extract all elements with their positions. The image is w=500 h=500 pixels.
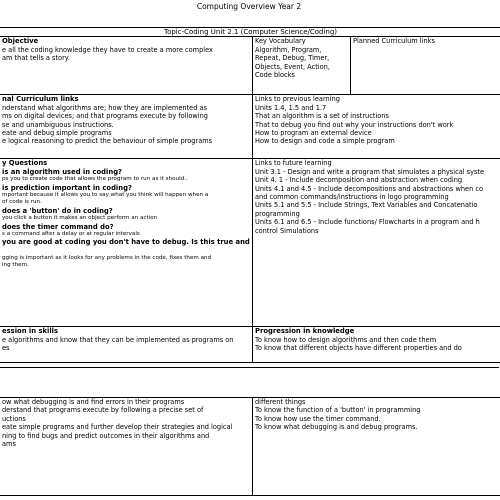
question: is prediction important in coding? (2, 183, 132, 192)
answer: of code is run. (2, 199, 42, 206)
progression-skills-line: e algorithms and know that they can be implemented as programs on (2, 335, 234, 344)
document-title: Computing Overview Year 2 (196, 2, 302, 11)
continued-skills-line: derstand that programs execute by following a precise set of (2, 406, 204, 415)
question: you are good at coding you don't have to debug. Is this true and (2, 238, 250, 247)
objective-line: e all the coding knowledge they have to create a more complex (2, 45, 213, 54)
national-curriculum-line: e logical reasoning to predict the behaviour of simple programs (2, 137, 213, 146)
vocabulary-heading: Key Vocabulary (255, 37, 306, 46)
objective-cell (0, 37, 253, 95)
national-curriculum-line: ms on digital devices; and that programs execute by following (2, 112, 208, 121)
key-questions-heading: y Questions (2, 159, 48, 168)
future-learning-line: Units 6.1 and 6.5 - Include functions/ Flowcharts in a program and h (255, 218, 480, 227)
continued-knowledge-line: different things (255, 398, 306, 406)
previous-learning-line: That an algorithm is a set of instructions (255, 112, 389, 121)
continued-knowledge-line: To know how use the timer command. (255, 414, 381, 423)
previous-learning-line: Units 1.4, 1.5 and 1.7 (255, 103, 327, 112)
previous-learning-line: That to debug you find out why your instructions don't work (255, 120, 454, 129)
objective-heading: Objective (2, 37, 39, 46)
continued-skills-line: ams (2, 440, 16, 449)
answer: mportant because it allows you to say what you think will happen when a (2, 192, 209, 199)
future-learning-heading: Links to future learning (255, 159, 332, 168)
answer: ing them. (2, 262, 29, 269)
progression-skills-heading: ession in skills (2, 327, 59, 336)
progression-skills-line: es (2, 344, 10, 353)
vocabulary-line: Objects, Event, Action, (255, 62, 330, 71)
national-curriculum-line: eate and debug simple programs (2, 129, 112, 138)
national-curriculum-heading: nal Curriculum links (2, 95, 79, 104)
continued-knowledge-cell (253, 398, 500, 496)
future-learning-cell (253, 159, 500, 327)
future-learning-line: control Simulations (255, 226, 319, 235)
key-questions-cell (0, 159, 253, 327)
page-break-line (0, 367, 499, 368)
continued-skills-cell (0, 398, 253, 496)
previous-learning-cell (253, 95, 500, 159)
future-learning-line: programming (255, 209, 300, 218)
previous-learning-line: How to design and code a simple program (255, 137, 395, 146)
objective-line: am that tells a story. (2, 54, 70, 63)
progression-knowledge-line: To know that different objects have different properties and do (255, 344, 462, 353)
continued-skills-line: ow what debugging is and find errors in their programs (2, 398, 185, 406)
answer: s a command after a delay or at regular intervals (2, 231, 140, 238)
topic-header: Topic-Coding Unit 2.1 (Computer Science/Coding) (0, 28, 500, 37)
previous-learning-heading: Links to previous learning (255, 95, 340, 104)
progression-knowledge-line: To know how to design algorithms and then code them (255, 335, 437, 344)
continued-knowledge-line: To know what debugging is and debug programs. (255, 423, 418, 432)
future-learning-line: Units 5.1 and 5.5 - Include Strings, Text Variables and Concatenatio (255, 201, 478, 210)
previous-learning-line: How to program an external device (255, 129, 372, 138)
question: does the timer command do? (2, 222, 114, 231)
future-learning-line: and common commands/instructions in logo programming (255, 193, 449, 202)
vocabulary-line: Repeat, Debug, Timer, (255, 54, 330, 63)
future-learning-line: Units 4.1 and 4.5 - Include decompositions and abstractions when co (255, 184, 484, 193)
progression-skills-cell (0, 327, 253, 363)
future-learning-line: Unit 4. 1 - Include decomposition and abstraction when coding (255, 176, 463, 185)
answer: gging is important as it looks for any problems in the code, fixes them and (2, 254, 212, 261)
question: does a 'button' do in coding? (2, 206, 113, 215)
vocabulary-cell (253, 37, 351, 95)
continued-table (0, 397, 500, 496)
vocabulary-line: Code blocks (255, 71, 295, 80)
continued-skills-line: ning to find bugs and predict outcomes in their algorithms and (2, 431, 210, 440)
vocabulary-line: Algorithm, Program, (255, 45, 322, 54)
national-curriculum-line: se and unambiguous instructions. (2, 120, 114, 129)
planned-links-heading: Planned Curriculum links (353, 37, 435, 46)
planned-links-cell (351, 37, 500, 95)
progression-knowledge-cell (253, 327, 500, 363)
national-curriculum-cell (0, 95, 253, 159)
progression-knowledge-heading: Progression in knowledge (255, 327, 355, 336)
answer: ps you to create code that allows the program to run as it should.. (2, 176, 188, 183)
continued-skills-line: eate simple programs and further develop their strategies and logical (2, 423, 233, 432)
future-learning-line: Unit 3.1 - Design and write a program that simulates a physical syste (255, 167, 485, 176)
national-curriculum-line: nderstand what algorithms are; how they are implemented as (2, 103, 207, 112)
continued-skills-line: uctions (2, 414, 26, 423)
answer: you click a button it makes an object perform an action (2, 215, 158, 222)
continued-knowledge-line: To know the function of a 'button' in programming (255, 406, 421, 415)
question: is an algorithm used in coding? (2, 167, 123, 176)
overview-table (0, 27, 500, 363)
